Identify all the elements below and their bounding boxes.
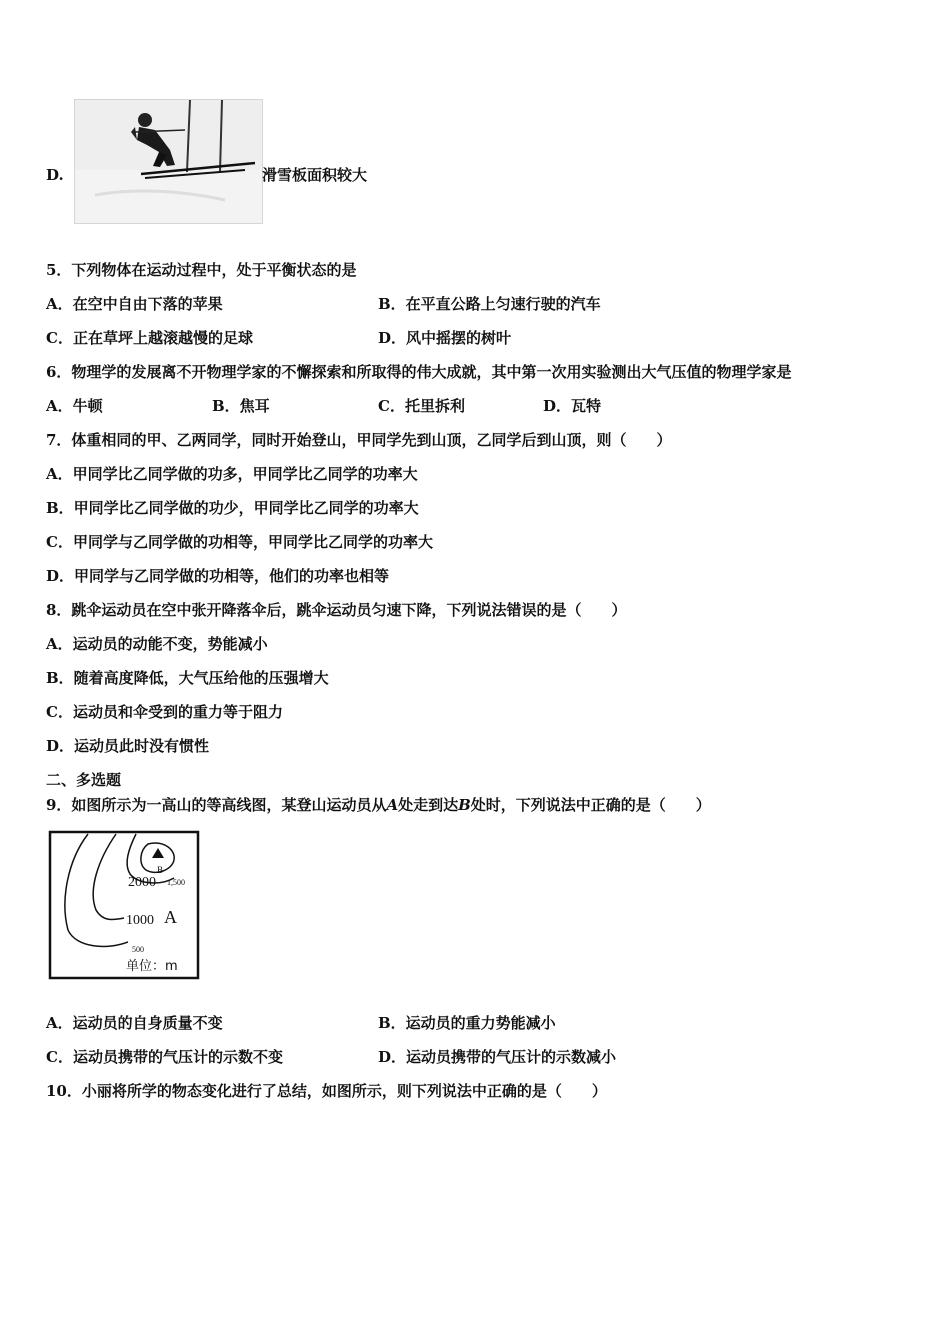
q5-option-b: B．在平直公路上匀速行驶的汽车 <box>378 295 601 313</box>
q9-option-c: C．运动员携带的气压计的示数不变 <box>46 1048 283 1066</box>
q8-option-d: D．运动员此时没有惯性 <box>46 737 210 755</box>
q9-option-a: A．运动员的自身质量不变 <box>46 1014 223 1032</box>
map-label-1000: 1000 <box>126 913 154 928</box>
contour-map-frame <box>50 832 198 978</box>
q9-point-b: B <box>458 796 471 814</box>
contour-map-figure <box>48 830 200 980</box>
q5-option-d: D．风中摇摆的树叶 <box>378 329 512 347</box>
q9-stem-pre: 9．如图所示为一高山的等高线图，某登山运动员从 <box>46 796 387 814</box>
map-label-a: A <box>164 907 177 927</box>
q5-stem: 5．下列物体在运动过程中，处于平衡状态的是 <box>46 261 357 279</box>
q8-option-b: B．随着高度降低，大气压给他的压强增大 <box>46 669 329 687</box>
q9-option-d: D．运动员携带的气压计的示数减小 <box>378 1048 617 1066</box>
q7-stem: 7．体重相同的甲、乙两同学，同时开始登山，甲同学先到山顶，乙同学后到山顶，则（ ） <box>46 431 672 449</box>
map-unit-label: 单位：m <box>126 959 178 974</box>
q6-stem: 6．物理学的发展离不开物理学家的不懈探索和所取得的伟大成就，其中第一次用实验测出大气压值的物理学家是 <box>46 363 792 381</box>
q5-option-a: A．在空中自由下落的苹果 <box>46 295 223 313</box>
q7-option-a: A．甲同学比乙同学做的功多，甲同学比乙同学的功率大 <box>46 465 418 483</box>
map-label-500: 500 <box>132 945 144 954</box>
q4-option-d-text: 滑雪板面积较大 <box>262 166 368 184</box>
q9-stem-post: 处时，下列说法中正确的是（ ） <box>470 796 711 814</box>
map-label-2000: 2000 <box>128 875 156 890</box>
map-label-b: B <box>157 865 164 875</box>
q7-option-b: B．甲同学比乙同学做的功少，甲同学比乙同学的功率大 <box>46 499 419 517</box>
q6-option-d: D．瓦特 <box>543 397 602 415</box>
q6-option-c: C．托里拆利 <box>378 397 465 415</box>
q7-option-c: C．甲同学与乙同学做的功相等，甲同学比乙同学的功率大 <box>46 533 433 551</box>
q9-stem-mid: 处走到达 <box>398 796 459 814</box>
q6-option-a: A．牛顿 <box>46 397 103 415</box>
q8-option-a: A．运动员的动能不变，势能减小 <box>46 635 268 653</box>
q9-stem <box>46 795 711 815</box>
section-heading-multiple-choice: 二、多选题 <box>46 771 122 789</box>
q9-point-a: A <box>386 796 399 814</box>
q6-option-b: B．焦耳 <box>212 397 270 415</box>
q9-option-b: B．运动员的重力势能减小 <box>378 1014 556 1032</box>
q5-option-c: C．正在草坪上越滚越慢的足球 <box>46 329 253 347</box>
q4-option-d-letter: D. <box>46 166 64 184</box>
q8-stem: 8．跳伞运动员在空中张开降落伞后，跳伞运动员匀速下降，下列说法错误的是（ ） <box>46 601 627 619</box>
q10-stem: 10．小丽将所学的物态变化进行了总结，如图所示，则下列说法中正确的是（ ） <box>46 1082 607 1100</box>
q7-option-d: D．甲同学与乙同学做的功相等，他们的功率也相等 <box>46 567 390 585</box>
skier-photo <box>74 99 263 224</box>
q8-option-c: C．运动员和伞受到的重力等于阻力 <box>46 703 283 721</box>
map-label-1500: 1,500 <box>167 878 185 887</box>
